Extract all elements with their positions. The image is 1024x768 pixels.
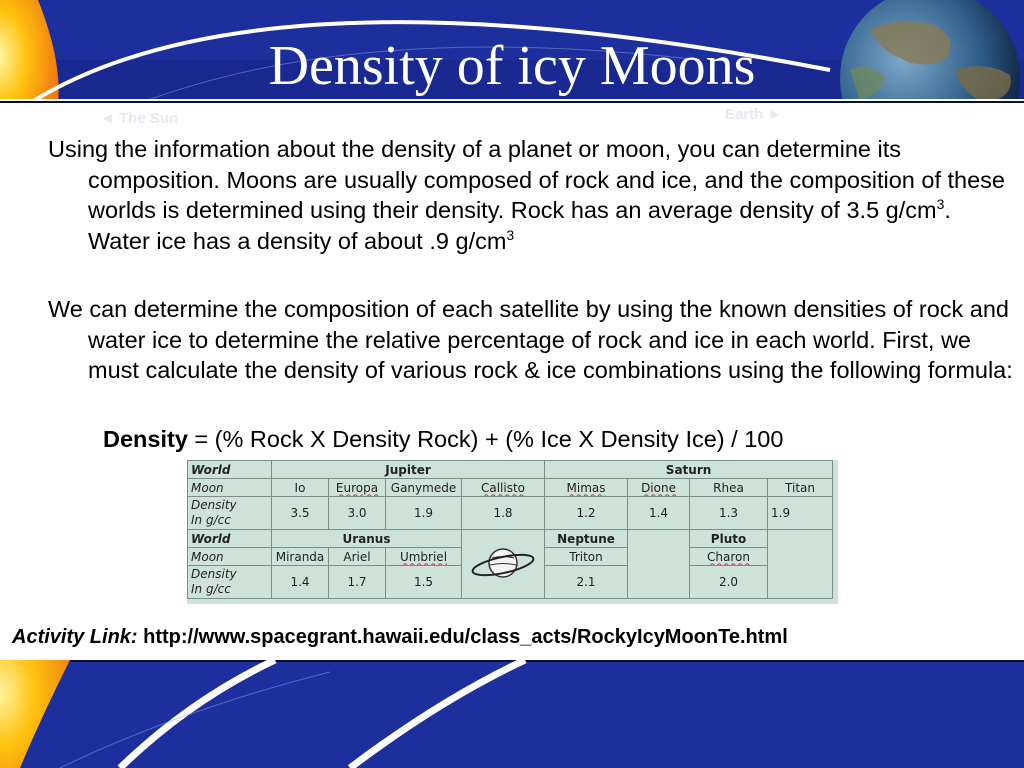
world-saturn: Saturn <box>545 461 833 479</box>
sun-label: ◄ The Sun <box>100 110 179 127</box>
density-value: 2.1 <box>545 566 628 599</box>
saturn-icon <box>468 538 538 588</box>
earth-label: Earth ► <box>725 106 783 123</box>
moon-name: Triton <box>545 548 628 566</box>
header-band <box>0 0 1024 103</box>
paragraph-composition: We can determine the composition of each satellite by using the known densities of rock and water ice to determine the relative percentage of rock and ice in each world. First, we must calculate the density of various rock & ice combinations using the following formula: <box>48 296 1013 383</box>
density-value: 3.0 <box>329 497 386 530</box>
world-jupiter: Jupiter <box>272 461 545 479</box>
empty-cell <box>628 530 690 599</box>
moon-density-table-image <box>187 460 838 604</box>
density-value: 1.3 <box>690 497 768 530</box>
moon-name: Titan <box>768 479 833 497</box>
density-value: 1.8 <box>462 497 545 530</box>
footer-decoration <box>0 660 1024 768</box>
saturn-planet-icon <box>462 530 545 599</box>
moon-name: Europa <box>329 479 386 497</box>
activity-url[interactable]: http://www.spacegrant.hawaii.edu/class_acts/RockyIcyMoonTe.html <box>143 626 788 648</box>
moon-name: Mimas <box>545 479 628 497</box>
faint-header-labels <box>0 104 1024 126</box>
world-pluto: Pluto <box>690 530 768 548</box>
world-uranus: Uranus <box>272 530 462 548</box>
moon-name: Charon <box>690 548 768 566</box>
world-label: World <box>188 461 272 479</box>
activity-link <box>12 626 788 649</box>
table-row <box>188 479 833 497</box>
density-value: 1.9 <box>386 497 462 530</box>
density-value: 1.5 <box>386 566 462 599</box>
activity-label: Activity Link: <box>12 626 138 648</box>
density-formula: Density = (% Rock X Density Rock) + (% Ice X Density Ice) / 100 <box>103 426 784 452</box>
density-value: 1.7 <box>329 566 386 599</box>
density-value: 1.4 <box>628 497 690 530</box>
moon-density-table <box>187 460 833 599</box>
footer-band <box>0 660 1024 768</box>
density-label: Density In g/cc <box>188 566 272 599</box>
moon-name: Rhea <box>690 479 768 497</box>
world-neptune: Neptune <box>545 530 628 548</box>
moon-name: Io <box>272 479 329 497</box>
moon-name: Ariel <box>329 548 386 566</box>
density-value: 1.2 <box>545 497 628 530</box>
empty-cell <box>768 530 833 599</box>
moon-name: Dione <box>628 479 690 497</box>
world-label: World <box>188 530 272 548</box>
moon-label: Moon <box>188 479 272 497</box>
table-row <box>188 497 833 530</box>
density-value: 3.5 <box>272 497 329 530</box>
moon-name: Umbriel <box>386 548 462 566</box>
table-row <box>188 461 833 479</box>
density-value: 2.0 <box>690 566 768 599</box>
moon-name: Ganymede <box>386 479 462 497</box>
content-area <box>0 104 1024 660</box>
density-value: 1.4 <box>272 566 329 599</box>
density-label: Density In g/cc <box>188 497 272 530</box>
paragraph-density-intro: Using the information about the density of a planet or moon, you can determine its composition. Moons are usually composed of rock and ice, and the composition of these worlds is determined using their density. Rock has an average density of 3.5 $g/cm^3$. Water ice has a density of about .9 $g/cm^3$ <box>48 136 1006 254</box>
table-row <box>188 530 833 548</box>
moon-name: Miranda <box>272 548 329 566</box>
slide-title: Density of icy Moons <box>268 35 756 97</box>
moon-name: Callisto <box>462 479 545 497</box>
density-value: 1.9 <box>768 497 833 530</box>
moon-label: Moon <box>188 548 272 566</box>
